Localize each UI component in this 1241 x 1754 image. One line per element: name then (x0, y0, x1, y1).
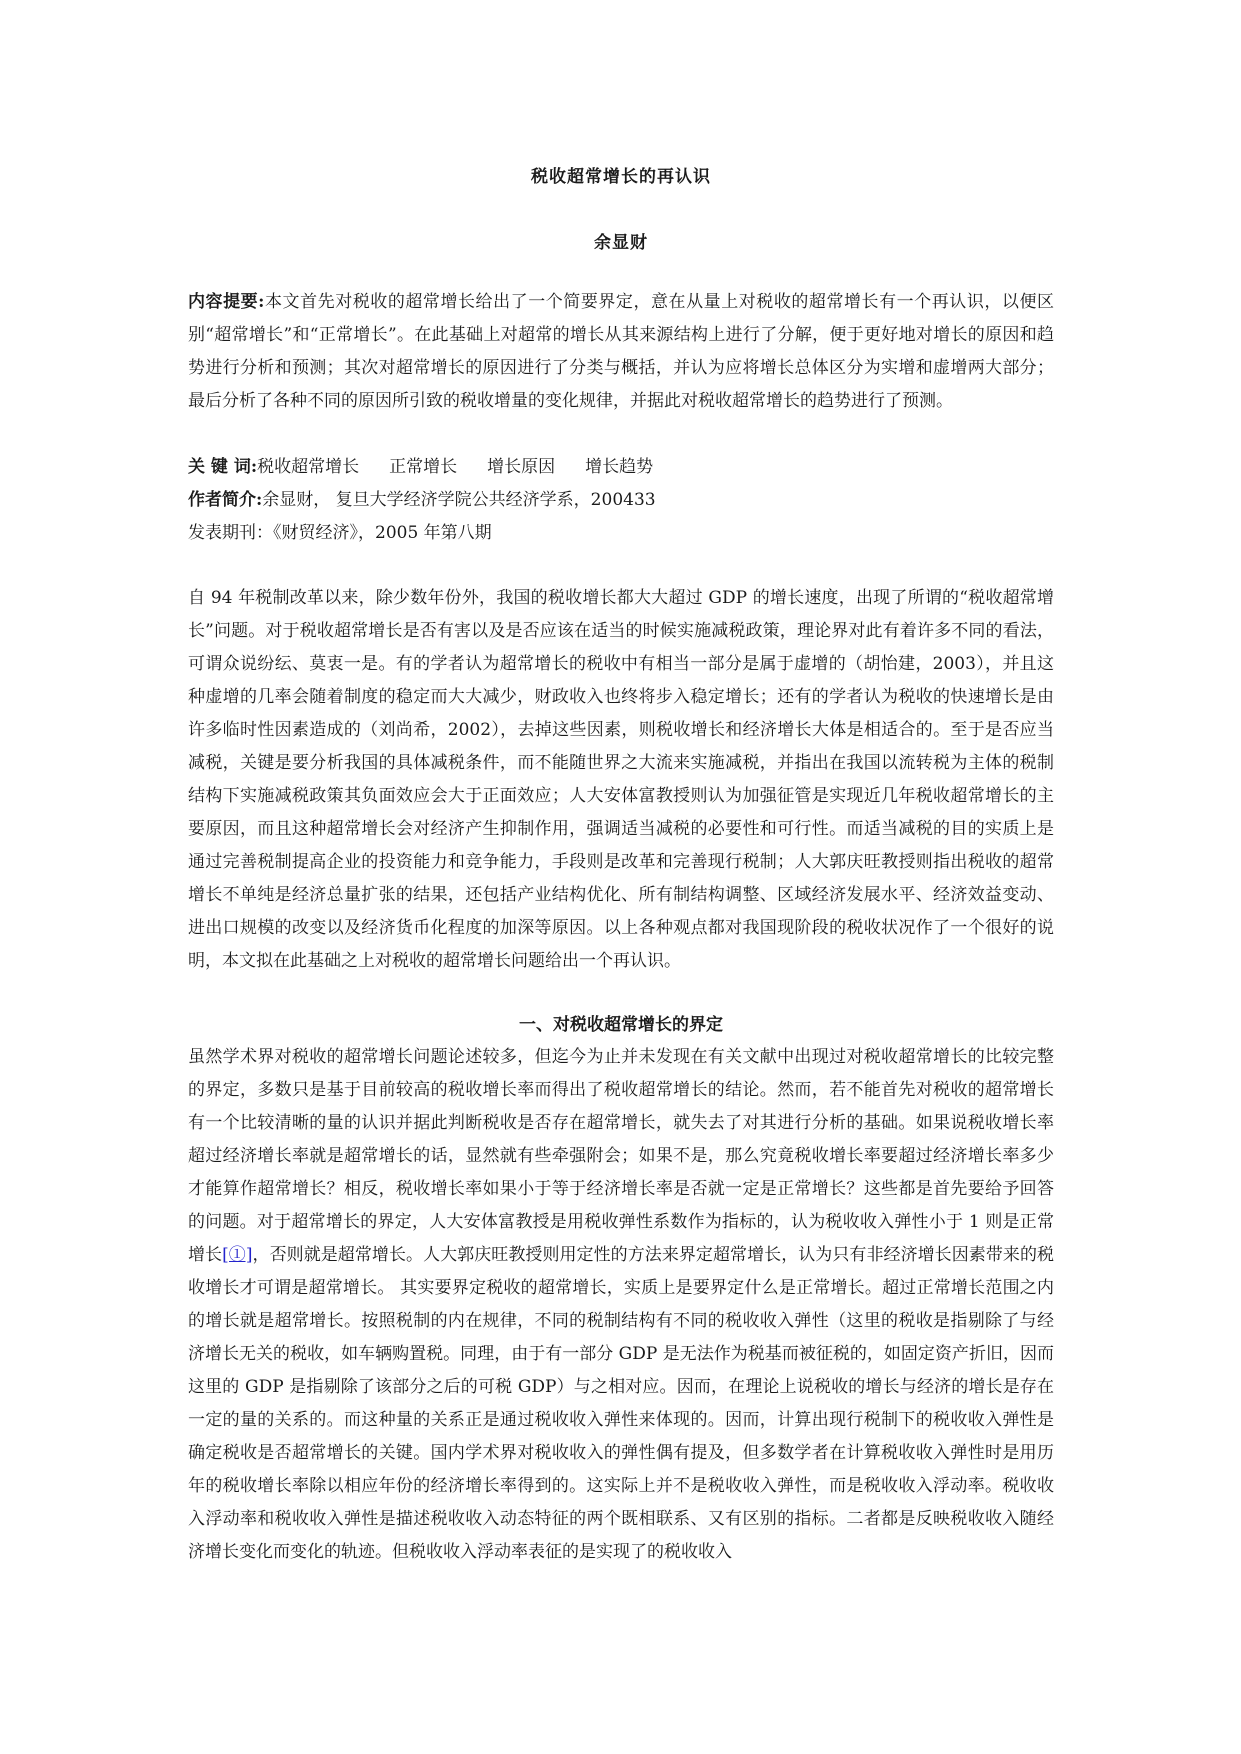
keywords-label: 关 键 词: (188, 457, 258, 477)
keyword-item: 正常增长 (389, 457, 458, 477)
document-author: 余显财 (594, 233, 648, 253)
author-info-line (188, 484, 1054, 517)
keyword-item: 税收超常增长 (257, 457, 360, 477)
author-info-text: 余显财， 复旦大学经济学院公共经济学系，200433 (262, 490, 656, 510)
publication-line: 发表期刊：《财贸经济》，2005 年第八期 (188, 523, 492, 543)
section-text-part1: 虽然学术界对税收的超常增长问题论述较多，但迄今为止并未发现在有关文献中出现过对税收超常增长的比较完整的界定，多数只是基于目前较高的税收增长率而得出了税收超常增长的结论。然而，若不能首先对税收的超常增长有一个比较清晰的量的认识并据此判断税收是否存在超常增长，就失去了对其进行分析的基础。如果说税收增长率超过经济增长率就是超常增长的话，显然就有些牵强附会；如果不是，那么究竟税收增长率要超过经济增长率多少才能算作超常增长？相反，税收增长率如果小于等于经济增长率是否就一定是正常增长？这些都是首先要给予回答的问题。对于超常增长的界定，人大安体富教授是用税收弹性系数作为指标的，认为税收收入弹性小于 1 则是正常增长 (188, 1047, 1054, 1265)
section-heading: 一、对税收超常增长的界定 (519, 1015, 723, 1035)
abstract-text: 本文首先对税收的超常增长给出了一个简要界定，意在从量上对税收的超常增长有一个再认识，以便区别“超常增长”和“正常增长”。在此基础上对超常的增长从其来源结构上进行了分解，便于更好地对增长的原因和趋势进行分析和预测；其次对超常增长的原因进行了分类与概括，并认为应将增长总体区分为实增和虚增两大部分；最后分析了各种不同的原因所引致的税收增量的变化规律，并据此对税收超常增长的趋势进行了预测。 (188, 292, 1055, 411)
abstract-block (188, 286, 1054, 418)
keyword-item: 增长趋势 (585, 457, 654, 477)
section-text-part2: ，否则就是超常增长。人大郭庆旺教授则用定性的方法来界定超常增长，认为只有非经济增长因素带来的税收增长才可谓是超常增长。 其实要界定税收的超常增长，实质上是要界定什么是正常增长。超过正常增长范围之内的增长就是超常增长。按照税制的内在规律，不同的税制结构有不同的税收收入弹性（这里的税收是指剔除了与经济增长无关的税收，如车辆购置税。同理，由于有一部分 GDP 是无法作为税基而被征税的，如固定资产折旧，因而这里的 GDP 是指剔除了该部分之后的可税 GDP）与之相对应。因而，在理论上说税收的增长与经济的增长是存在一定的量的关系的。而这种量的关系正是通过税收收入弹性来体现的。因而，计算出现行税制下的税收收入弹性是确定税收是否超常增长的关键。国内学术界对税收收入的弹性偶有提及，但多数学者在计算税收收入弹性时是用历年的税收增长率除以相应年份的经济增长率得到的。这实际上并不是税收收入弹性，而是税收收入浮动率。税收收入浮动率和税收收入弹性是描述税收收入动态特征的两个既相联系、又有区别的指标。二者都是反映税收收入随经济增长变化而变化的轨迹。但税收收入浮动率表征的是实现了的税收收入 (188, 1245, 1055, 1562)
abstract-label: 内容提要: (188, 292, 265, 312)
intro-paragraph: 自 94 年税制改革以来，除少数年份外，我国的税收增长都大大超过 GDP 的增长速度，出现了所谓的“税收超常增长”问题。对于税收超常增长是否有害以及是否应该在适当的时候实施减税政策，理论界对此有着许多不同的看法，可谓众说纷纭、莫衷一是。有的学者认为超常增长的税收中有相当一部分是属于虚增的（胡怡建，2003），并且这种虚增的几率会随着制度的稳定而大大减少，财政收入也终将步入稳定增长；还有的学者认为税收的快速增长是由许多临时性因素造成的（刘尚希，2002），去掉这些因素，则税收增长和经济增长大体是相适合的。至于是否应当减税，关键是要分析我国的具体减税条件，而不能随世界之大流来实施减税，并指出在我国以流转税为主体的税制结构下实施减税政策其负面效应会大于正面效应；人大安体富教授则认为加强征管是实现近几年税收超常增长的主要原因，而且这种超常增长会对经济产生抑制作用，强调适当减税的必要性和可行性。而适当减税的目的实质上是通过完善税制提高企业的投资能力和竞争能力，手段则是改革和完善现行税制；人大郭庆旺教授则指出税收的超常增长不单纯是经济总量扩张的结果，还包括产业结构优化、所有制结构调整、区域经济发展水平、经济效益变动、进出口规模的改变以及经济货币化程度的加深等原因。以上各种观点都对我国现阶段的税收状况作了一个很好的说明，本文拟在此基础之上对税收的超常增长问题给出一个再认识。 (188, 588, 1054, 971)
document-title: 税收超常增长的再认识 (531, 167, 711, 187)
author-info-label: 作者简介: (188, 490, 263, 510)
keywords-line (188, 451, 1054, 484)
section-paragraph (188, 1041, 1054, 1569)
keyword-item: 增长原因 (487, 457, 556, 477)
footnote-link[interactable]: [①] (222, 1245, 253, 1265)
